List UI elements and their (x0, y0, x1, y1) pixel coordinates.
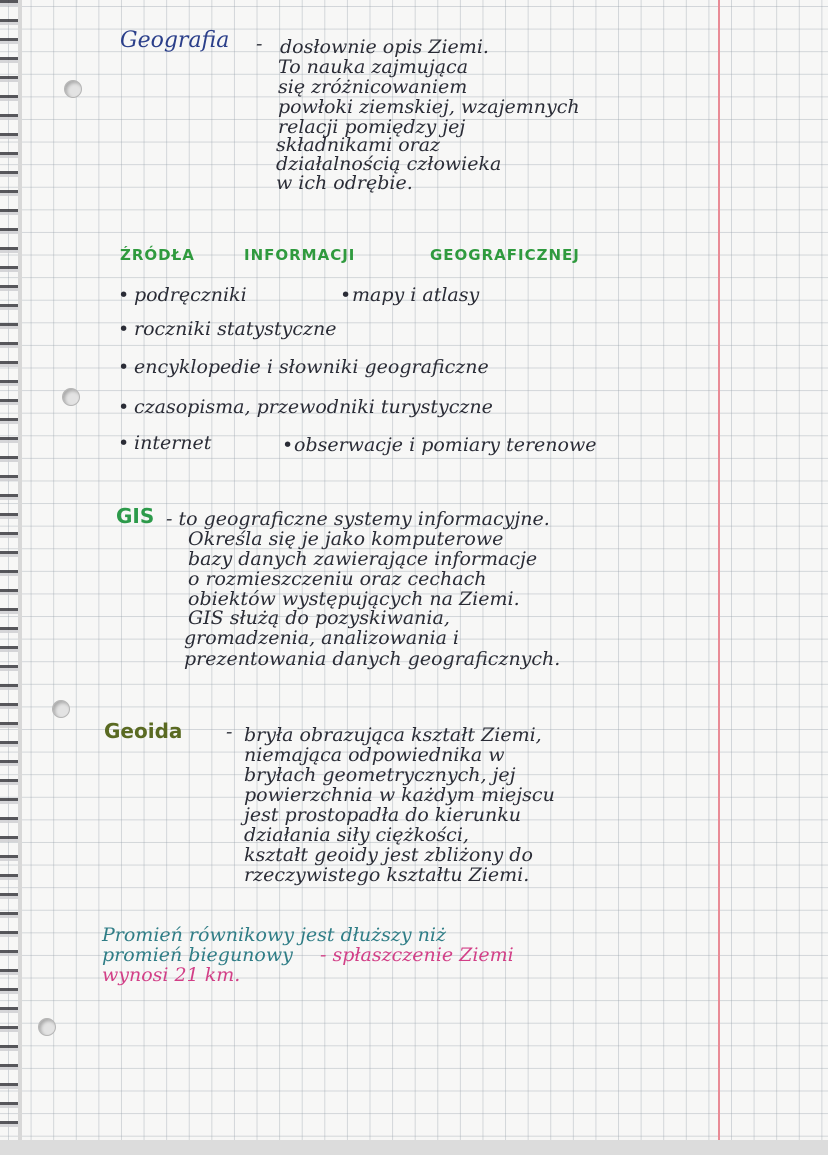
geografia-line: dosłownie opis Ziemi. (280, 36, 489, 58)
bullet: • (118, 284, 130, 306)
geografia-line: powłoki ziemskiej, wzajemnych (278, 96, 580, 118)
geografia-line: składnikami oraz (276, 134, 441, 156)
geoida-line: jest prostopadła do kierunku (244, 804, 522, 826)
gis-line: o rozmieszczeniu oraz cechach (188, 568, 487, 590)
page-bottom-edge (0, 1140, 828, 1155)
zrodla-heading-2: INFORMACJI (244, 246, 356, 264)
bullet: • (118, 318, 130, 340)
promien-line: wynosi 21 km. (102, 964, 241, 986)
promien-note: - spłaszczenie Ziemi (320, 944, 514, 966)
bullet: • (118, 396, 130, 418)
gis-line: - to geograficzne systemy informacyjne. (166, 508, 550, 530)
geoida-line: bryłach geometrycznych, jej (244, 764, 516, 786)
geografia-line: w ich odrębie. (276, 172, 413, 194)
punch-hole (62, 388, 80, 406)
punch-hole (38, 1018, 56, 1036)
gis-line: bazy danych zawierające informacje (188, 548, 538, 570)
geografia-line: się zróżnicowaniem (278, 76, 468, 98)
zrodla-heading-3: GEOGRAFICZNEJ (430, 246, 580, 264)
gis-line: Określa się je jako komputerowe (188, 528, 504, 550)
geografia-term: Geografia (120, 28, 230, 53)
source-item: podręczniki (134, 284, 247, 306)
bullet: • (118, 432, 130, 454)
geoida-line: kształt geoidy jest zbliżony do (244, 844, 533, 866)
geografia-dash: - (256, 33, 263, 55)
geoida-line: działania siły ciężkości, (244, 824, 469, 846)
geoida-line: bryła obrazująca kształt Ziemi, (244, 724, 542, 746)
geografia-line: działalnością człowieka (276, 153, 502, 175)
margin-line (718, 0, 720, 1140)
gis-line: obiektów występujących na Ziemi. (188, 588, 520, 610)
geografia-line: relacji pomiędzy jej (278, 116, 466, 138)
gis-line: GIS służą do pozyskiwania, (188, 607, 450, 629)
geoida-line: rzeczywistego kształtu Ziemi. (244, 864, 530, 886)
bullet: • (118, 356, 130, 378)
source-item: roczniki statystyczne (134, 318, 337, 340)
source-item: czasopisma, przewodniki turystyczne (134, 396, 493, 418)
source-item: obserwacje i pomiary terenowe (294, 434, 597, 456)
source-item: mapy i atlasy (352, 284, 480, 306)
source-item: internet (134, 432, 212, 454)
promien-line: promień biegunowy (102, 944, 293, 966)
geoida-line: niemająca odpowiednika w (244, 744, 505, 766)
gis-line: gromadzenia, analizowania i (184, 627, 460, 649)
bullet: • (282, 434, 294, 456)
geoida-dash: - (226, 721, 233, 743)
spiral-binding (0, 0, 18, 1155)
binding-edge (18, 0, 22, 1155)
promien-line: Promień równikowy jest dłuższy niż (102, 924, 446, 946)
geografia-line: To nauka zajmująca (278, 56, 469, 78)
gis-term: GIS (116, 504, 155, 528)
punch-hole (64, 80, 82, 98)
bullet: • (340, 284, 352, 306)
geoida-line: powierzchnia w każdym miejscu (244, 784, 555, 806)
punch-hole (52, 700, 70, 718)
source-item: encyklopedie i słowniki geograficzne (134, 356, 489, 378)
gis-line: prezentowania danych geograficznych. (184, 648, 561, 670)
geoida-term: Geoida (104, 719, 183, 743)
zrodla-heading-1: ŹRÓDŁA (120, 246, 195, 264)
